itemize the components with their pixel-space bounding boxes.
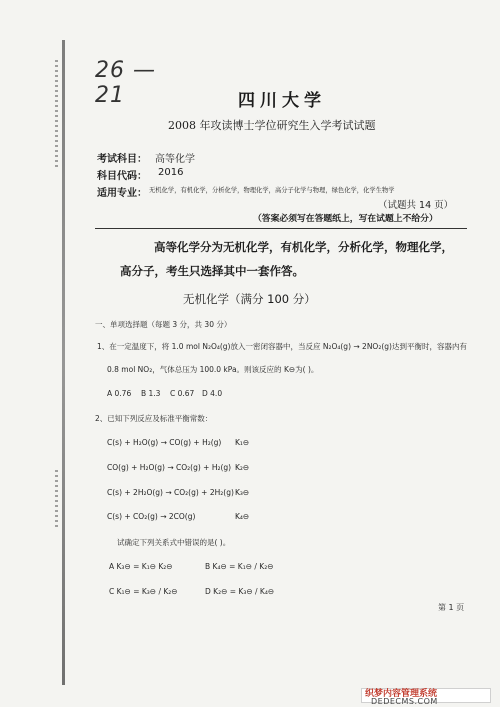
handwritten-code: 26 — 21 <box>95 58 156 108</box>
q2-k2: K₂⊖ <box>235 463 250 472</box>
q2-option-c: C K₁⊖ = K₃⊖ / K₂⊖ <box>109 587 178 596</box>
q1-line-2: 0.8 mol NO₂，气体总压为 100.0 kPa。则该反应的 K⊖为( )。 <box>107 365 319 374</box>
code-value: 2016 <box>158 167 184 178</box>
scan-binding-edge <box>62 40 65 685</box>
watermark-url: DEDECMS.COM <box>371 697 438 706</box>
q2-reaction-1: C(s) + H₂O(g) → CO(g) + H₂(g) <box>107 438 222 447</box>
code-label: 科目代码： <box>97 171 147 182</box>
major-value: 无机化学，有机化学，分析化学，物理化学，高分子化学与物理，绿色化学，化学生物学 <box>149 187 395 194</box>
intro-line-2: 高分子，考生只选择其中一套作答。 <box>120 264 304 278</box>
q2-option-a: A K₃⊖ = K₁⊖ K₂⊖ <box>109 562 173 571</box>
watermark-title: 织梦内容管理系统 <box>365 689 438 699</box>
q2-k4: K₄⊖ <box>235 512 250 521</box>
page-number: 第 1 页 <box>438 603 465 612</box>
header-rule <box>95 228 467 229</box>
scan-speckle <box>55 470 58 530</box>
subject-label: 考试科目： <box>97 154 147 165</box>
intro-line-1: 高等化学分为无机化学，有机化学，分析化学，物理化学， <box>154 240 453 254</box>
part1-heading: 一、单项选择题（每题 3 分，共 30 分） <box>95 320 232 329</box>
q1-option-a: A 0.76 <box>107 389 132 398</box>
q2-reaction-3: C(s) + 2H₂O(g) → CO₂(g) + 2H₂(g) <box>107 488 234 497</box>
university-name: 四川大学 <box>238 91 326 111</box>
exam-title: 2008 年攻读博士学位研究生入学考试试题 <box>168 119 376 132</box>
q1-line-1: 1、在一定温度下，将 1.0 mol N₂O₄(g)放入一密闭容器中，当反应 N₂O₄(g) → 2NO₂(g)达到平衡时，容器内有 <box>97 342 467 351</box>
q2-k1: K₁⊖ <box>235 438 250 447</box>
q2-option-b: B K₄⊖ = K₁⊖ / K₂⊖ <box>205 562 274 571</box>
major-label: 适用专业： <box>97 188 147 199</box>
q1-option-b: B 1.3 <box>141 389 161 398</box>
answer-note: （答案必须写在答题纸上，写在试题上不给分） <box>253 214 438 224</box>
q2-reaction-4: C(s) + CO₂(g) → 2CO(g) <box>107 512 196 521</box>
pages-note: （试题共 14 页） <box>378 200 454 211</box>
q2-k3: K₃⊖ <box>235 488 250 497</box>
q2-reaction-2: CO(g) + H₂O(g) → CO₂(g) + H₂(g) <box>107 463 232 472</box>
q1-option-d: D 4.0 <box>202 389 223 398</box>
section-title: 无机化学（满分 100 分） <box>183 292 316 306</box>
q1-option-c: C 0.67 <box>170 389 195 398</box>
q2-prompt: 试确定下列关系式中错误的是( )。 <box>117 538 231 547</box>
subject-value: 高等化学 <box>155 154 195 165</box>
q2-option-d: D K₂⊖ = K₃⊖ / K₄⊖ <box>205 587 275 596</box>
scan-speckle <box>55 60 58 170</box>
q2-stem: 2、已知下列反应及标准平衡常数： <box>95 414 213 423</box>
